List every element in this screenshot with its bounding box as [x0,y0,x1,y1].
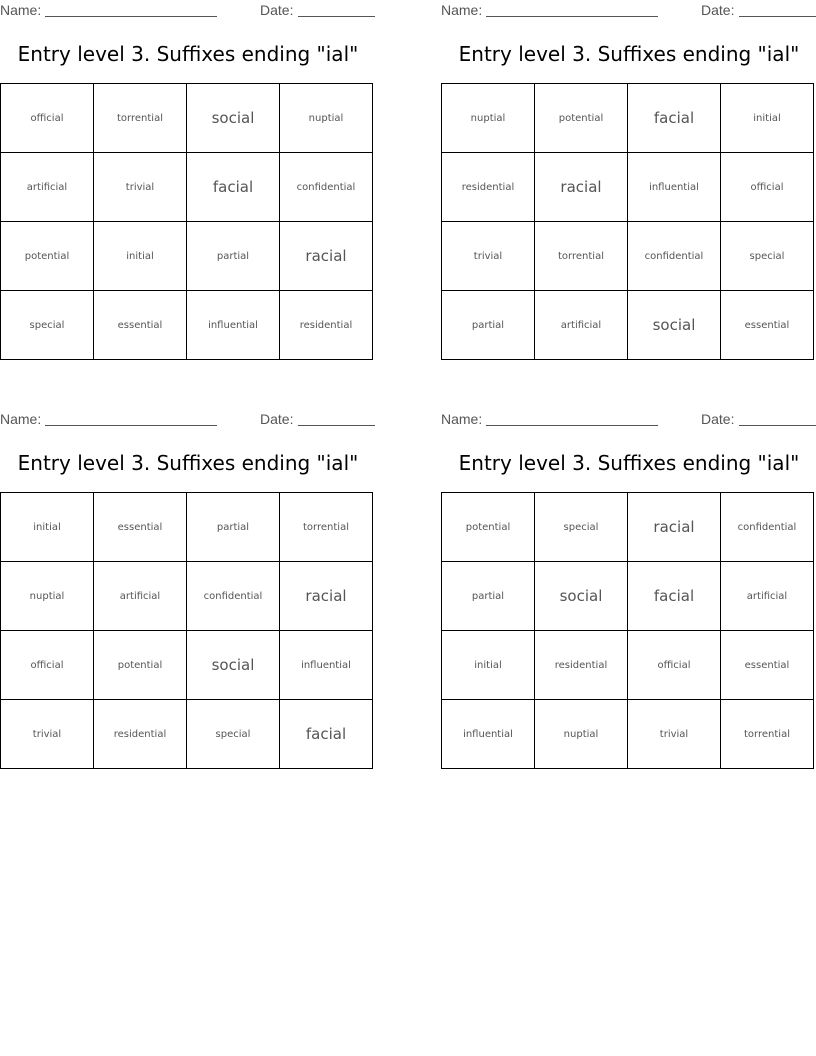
grid-cell: artificial [535,291,628,360]
grid-cell: social [535,562,628,631]
grid-cell: racial [628,493,721,562]
card-title: Entry level 3. Suffixes ending "ial" [17,451,359,475]
date-blank [298,16,375,17]
name-blank [45,425,217,426]
date-blank [298,425,375,426]
grid-cell: racial [535,153,628,222]
name-date-line [441,2,816,20]
card-title: Entry level 3. Suffixes ending "ial" [458,451,800,475]
grid-cell: racial [280,222,373,291]
grid-cell: torrential [535,222,628,291]
name-blank [486,16,658,17]
grid-cell: essential [94,291,187,360]
grid-cell: potential [94,631,187,700]
bingo-grid [0,492,373,769]
grid-cell: special [187,700,280,769]
grid-cell: facial [280,700,373,769]
date-blank [739,16,816,17]
grid-cell: official [721,153,814,222]
grid-cell: trivial [1,700,94,769]
grid-cell: partial [187,222,280,291]
grid-cell: partial [187,493,280,562]
grid-cell: potential [535,84,628,153]
grid-cell: influential [442,700,535,769]
name-blank [45,16,217,17]
card-title: Entry level 3. Suffixes ending "ial" [17,42,359,66]
grid-cell: potential [442,493,535,562]
grid-cell: artificial [1,153,94,222]
grid-cell: official [1,631,94,700]
date-label: Date: [260,2,294,18]
name-label: Name: [441,411,483,427]
name-date-line [441,411,816,429]
grid-cell: essential [721,291,814,360]
grid-cell: racial [280,562,373,631]
grid-cell: partial [442,291,535,360]
grid-cell: artificial [94,562,187,631]
bingo-card [441,0,816,380]
grid-cell: special [1,291,94,360]
grid-cell: artificial [721,562,814,631]
grid-cell: official [628,631,721,700]
grid-cell: trivial [628,700,721,769]
card-title: Entry level 3. Suffixes ending "ial" [458,42,800,66]
bingo-grid [0,83,373,360]
grid-cell: social [628,291,721,360]
grid-cell: influential [628,153,721,222]
grid-cell: facial [628,84,721,153]
grid-cell: essential [721,631,814,700]
bingo-card [0,0,376,380]
grid-cell: trivial [94,153,187,222]
grid-cell: nuptial [280,84,373,153]
grid-cell: partial [442,562,535,631]
grid-cell: residential [94,700,187,769]
grid-cell: initial [442,631,535,700]
name-label: Name: [441,2,483,18]
date-blank [739,425,816,426]
grid-cell: nuptial [1,562,94,631]
grid-cell: influential [280,631,373,700]
grid-cell: special [535,493,628,562]
grid-cell: nuptial [442,84,535,153]
grid-cell: facial [628,562,721,631]
bingo-card [0,409,376,789]
bingo-grid [441,492,814,769]
grid-cell: initial [1,493,94,562]
name-date-line [0,2,376,20]
name-label: Name: [0,411,42,427]
grid-cell: confidential [280,153,373,222]
grid-cell: residential [280,291,373,360]
grid-cell: residential [535,631,628,700]
name-date-line [0,411,376,429]
grid-cell: initial [94,222,187,291]
grid-cell: initial [721,84,814,153]
bingo-card [441,409,816,789]
grid-cell: social [187,84,280,153]
grid-cell: confidential [187,562,280,631]
grid-cell: facial [187,153,280,222]
grid-cell: confidential [721,493,814,562]
grid-cell: trivial [442,222,535,291]
grid-cell: residential [442,153,535,222]
date-label: Date: [701,2,735,18]
name-blank [486,425,658,426]
grid-cell: essential [94,493,187,562]
grid-cell: nuptial [535,700,628,769]
date-label: Date: [260,411,294,427]
grid-cell: social [187,631,280,700]
bingo-grid [441,83,814,360]
grid-cell: official [1,84,94,153]
grid-cell: influential [187,291,280,360]
grid-cell: confidential [628,222,721,291]
grid-cell: potential [1,222,94,291]
name-label: Name: [0,2,42,18]
grid-cell: special [721,222,814,291]
date-label: Date: [701,411,735,427]
grid-cell: torrential [721,700,814,769]
grid-cell: torrential [94,84,187,153]
grid-cell: torrential [280,493,373,562]
